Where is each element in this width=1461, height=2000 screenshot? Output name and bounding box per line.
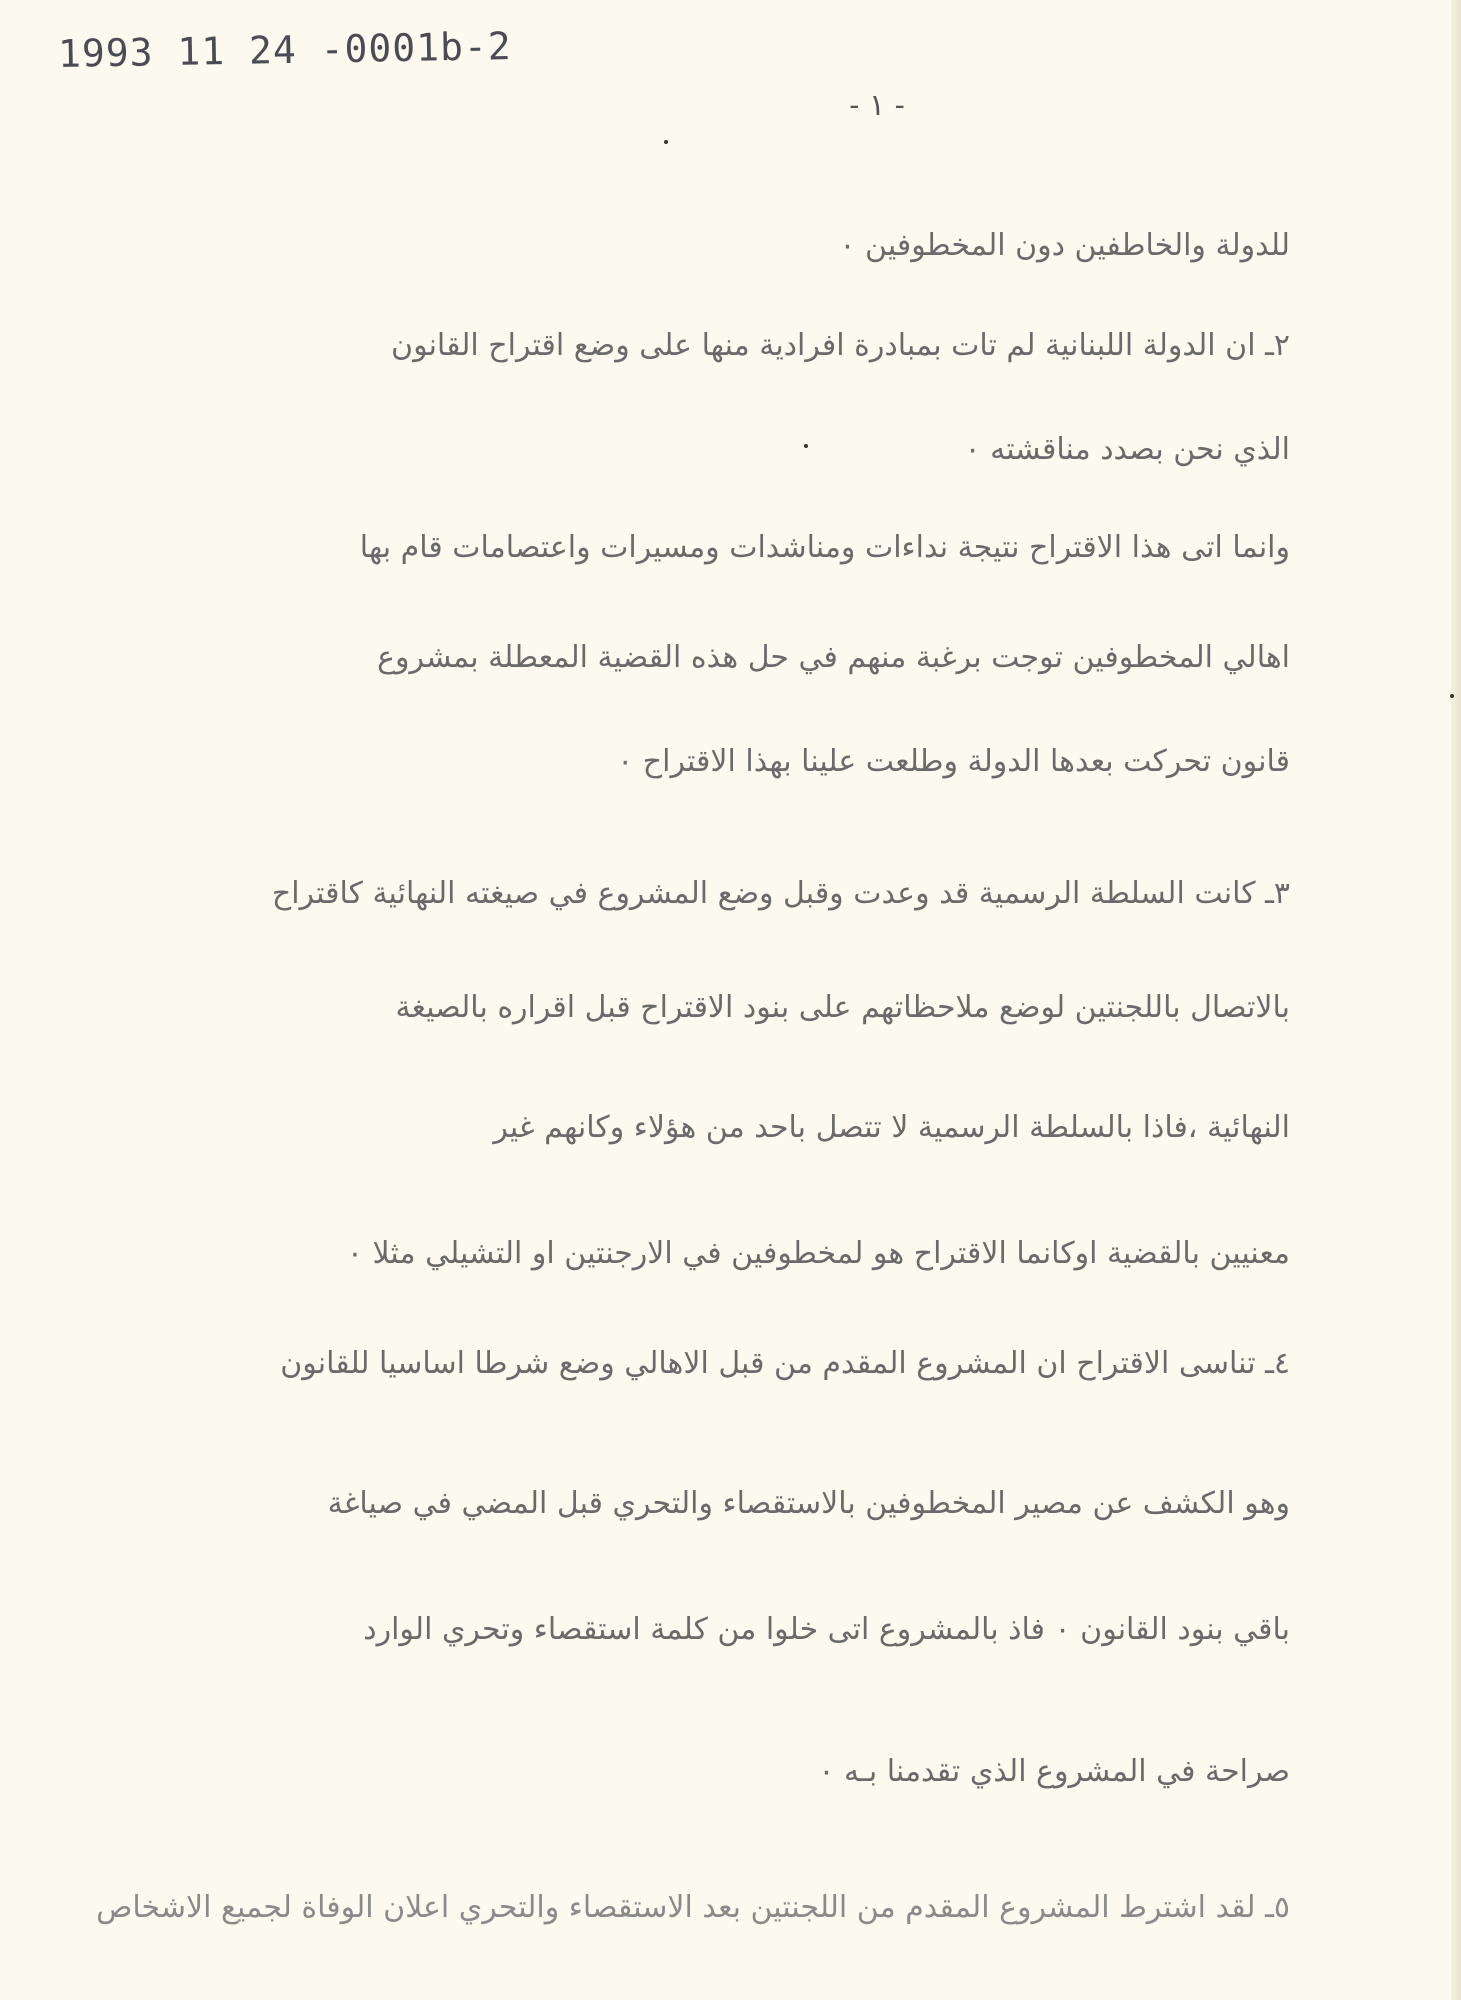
text-line: بالاتصال باللجنتين لوضع ملاحظاتهم على بنود الاقتراح قبل اقراره بالصيغة <box>395 990 1290 1025</box>
text-line: قانون تحركت بعدها الدولة وطلعت علينا بهذا الاقتراح ٠ <box>617 744 1290 779</box>
text-line: باقي بنود القانون ٠ فاذ بالمشروع اتى خلوا من كلمة استقصاء وتحري الوارد <box>363 1612 1290 1647</box>
ink-speck <box>1450 694 1454 698</box>
text-line: الذي نحن بصدد مناقشته ٠ <box>964 432 1290 467</box>
text-line: ٥ـ لقد اشترط المشروع المقدم من اللجنتين بعد الاستقصاء والتحري اعلان الوفاة لجميع الاشخاص <box>96 1890 1290 1925</box>
ink-speck <box>664 140 668 144</box>
text-line: صراحة في المشروع الذي تقدمنا بـه ٠ <box>818 1754 1290 1789</box>
handwritten-reference-number: 1993 11 24 -0001b-2 <box>57 24 513 76</box>
text-line: ٤ـ تناسى الاقتراح ان المشروع المقدم من قبل الاهالي وضع شرطا اساسيا للقانون <box>280 1346 1290 1381</box>
text-line: وهو الكشف عن مصير المخطوفين بالاستقصاء والتحري قبل المضي في صياغة <box>327 1486 1290 1521</box>
text-line: ٣ـ كانت السلطة الرسمية قد وعدت وقبل وضع المشروع في صيغته النهائية كاقتراح <box>271 876 1290 911</box>
text-line: ٢ـ ان الدولة اللبنانية لم تات بمبادرة افرادية منها على وضع اقتراح القانون <box>391 328 1290 363</box>
page-number: - ١ - <box>849 88 905 123</box>
text-line: للدولة والخاطفين دون المخطوفين ٠ <box>839 228 1290 263</box>
text-line: النهائية ،فاذا بالسلطة الرسمية لا تتصل باحد من هؤلاء وكانهم غير <box>493 1110 1290 1145</box>
page-edge <box>1451 0 1461 2000</box>
text-line: وانما اتى هذا الاقتراح نتيجة نداءات ومناشدات ومسيرات واعتصامات قام بها <box>359 530 1290 565</box>
text-line: اهالي المخطوفين توجت برغبة منهم في حل هذه القضية المعطلة بمشروع <box>377 640 1290 675</box>
text-line: معنيين بالقضية اوكانما الاقتراح هو لمخطوفين في الارجنتين او التشيلي مثلا ٠ <box>346 1236 1290 1271</box>
